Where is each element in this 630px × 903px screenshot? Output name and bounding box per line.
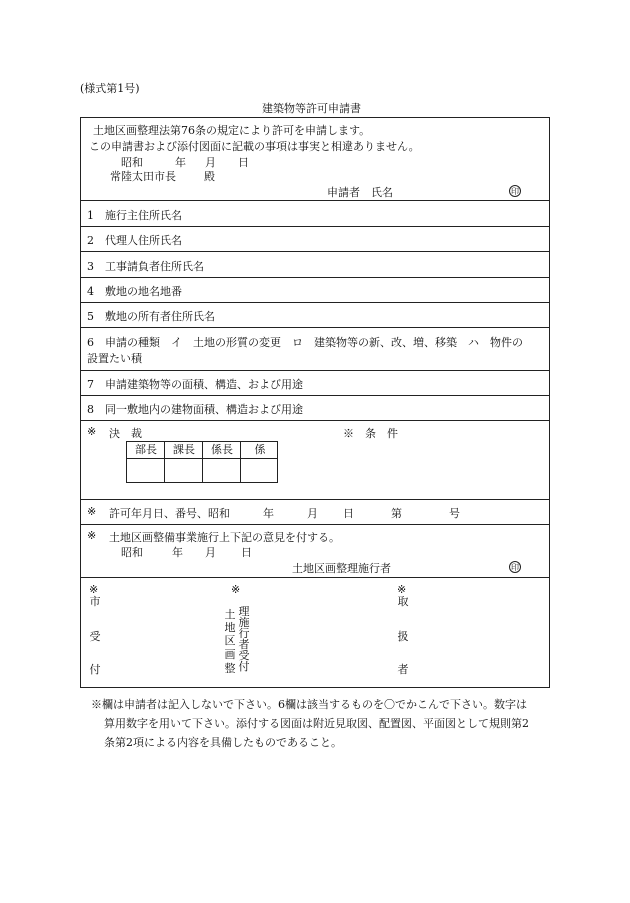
addressee-honorific: 殿	[204, 170, 215, 183]
opinion-mark: ※	[87, 529, 97, 542]
item-label: 申請建築物等の面積、構造、および用途	[105, 378, 303, 391]
intro-date-era: 昭和	[121, 156, 143, 169]
conditions-label: ※ 条 件	[343, 427, 398, 440]
opinion-date-year: 年	[172, 546, 183, 559]
item-label: 敷地の地名地番	[105, 285, 182, 298]
intro-date-year: 年	[175, 156, 186, 169]
approver-head-kakaricho: 係長	[211, 443, 233, 456]
note-line-1: ※欄は申請者は記入しないで下さい。6欄は該当するものを〇でかこんで下さい。数字は	[91, 698, 527, 711]
opinion-date-era: 昭和	[121, 546, 143, 559]
intro-line-2: この申請書および添付図面に記載の事項は事実と相違ありません。	[89, 140, 420, 153]
applicant-seal-icon: 印	[511, 187, 519, 196]
opinion-executor: 土地区画整理施行者	[292, 562, 391, 575]
note-line-3: 条第2項による内容を具備したものであること。	[104, 736, 342, 749]
executor-seal-icon: 印	[511, 563, 519, 572]
item-label: 敷地の所有者住所氏名	[105, 310, 215, 323]
item-label: 同一敷地内の建物面積、構造および用途	[105, 403, 303, 416]
decision-label: 決 裁	[109, 427, 142, 440]
item-number: 2	[87, 234, 94, 247]
item-4	[87, 283, 182, 299]
item-number: 4	[87, 285, 94, 298]
handler-char-1: 取	[397, 595, 409, 608]
intro-line-1: 土地区画整理法第76条の規定により許可を申請します。	[93, 124, 371, 137]
city-reception-char-2: 受	[89, 630, 101, 643]
note-line-2: 算用数字を用いて下さい。添付する図面は附近見取図、配置図、平面図として規則第2	[104, 717, 529, 730]
office-col2-char-1: 理	[238, 605, 250, 618]
decision-mark: ※	[87, 425, 97, 438]
item-1	[87, 207, 182, 223]
item-number: 8	[87, 403, 94, 416]
office-col1-char-4: 画	[224, 648, 236, 661]
city-reception-char-3: 付	[89, 663, 101, 676]
applicant-label: 申請者	[327, 186, 360, 199]
item-5	[87, 308, 215, 324]
approver-head-bucho: 部長	[135, 443, 157, 456]
city-reception-mark: ※	[89, 583, 99, 596]
item-number: 1	[87, 209, 94, 222]
application-form-table	[80, 117, 550, 688]
item-3	[87, 258, 204, 274]
applicant-name-label: 氏名	[371, 186, 393, 199]
item-8	[87, 401, 303, 417]
form-title: 建築物等許可申請書	[262, 102, 361, 115]
item-label: 申請の種類 イ 土地の形質の変更 ロ 建築物等の新、改、増、移築 ハ 物件の	[105, 336, 523, 349]
permit-number-prefix: 第	[391, 507, 402, 520]
approver-head-kakari: 係	[254, 443, 266, 456]
intro-date-month: 月	[205, 156, 216, 169]
office-col2-char-5: 受	[238, 649, 250, 662]
approver-head-kacho: 課長	[173, 443, 195, 456]
office-col2-char-2: 施	[238, 616, 250, 629]
opinion-date-month: 月	[205, 546, 216, 559]
form-number: (様式第1号)	[80, 82, 140, 95]
item-6-line-2: 設置たい積	[87, 352, 142, 365]
permit-mark: ※	[87, 505, 97, 518]
office-reception-mark: ※	[231, 583, 241, 596]
item-label: 工事請負者住所氏名	[105, 260, 204, 273]
permit-number-suffix: 号	[449, 507, 460, 520]
item-7	[87, 376, 303, 392]
item-label: 代理人住所氏名	[105, 234, 182, 247]
opinion-line-1: 土地区画整備事業施行上下記の意見を付する。	[109, 531, 340, 544]
item-6	[87, 334, 523, 350]
office-col1-char-5: 整	[224, 662, 236, 675]
addressee: 常陸太田市長	[110, 170, 176, 183]
item-number: 7	[87, 378, 94, 391]
office-col1-char-2: 地	[224, 621, 236, 634]
opinion-date-day: 日	[241, 546, 252, 559]
item-number: 5	[87, 310, 94, 323]
item-number: 6	[87, 336, 94, 349]
permit-label: 許可年月日、番号、昭和	[109, 507, 230, 520]
office-col1-char-3: 区	[224, 634, 236, 647]
item-number: 3	[87, 260, 94, 273]
city-reception-char-1: 市	[89, 595, 101, 608]
approval-stamp-grid	[126, 441, 278, 483]
permit-year: 年	[263, 507, 274, 520]
office-col2-char-3: 行	[238, 627, 250, 640]
item-label: 施行主住所氏名	[105, 209, 182, 222]
handler-mark: ※	[397, 583, 407, 596]
office-col2-char-4: 者	[238, 638, 250, 651]
handler-char-2: 扱	[397, 630, 409, 643]
intro-date-day: 日	[238, 156, 249, 169]
permit-month: 月	[307, 507, 318, 520]
handler-char-3: 者	[397, 663, 409, 676]
item-2	[87, 232, 182, 248]
permit-day: 日	[343, 507, 354, 520]
office-col1-char-1: 土	[224, 608, 236, 621]
office-col2-char-6: 付	[238, 660, 250, 673]
